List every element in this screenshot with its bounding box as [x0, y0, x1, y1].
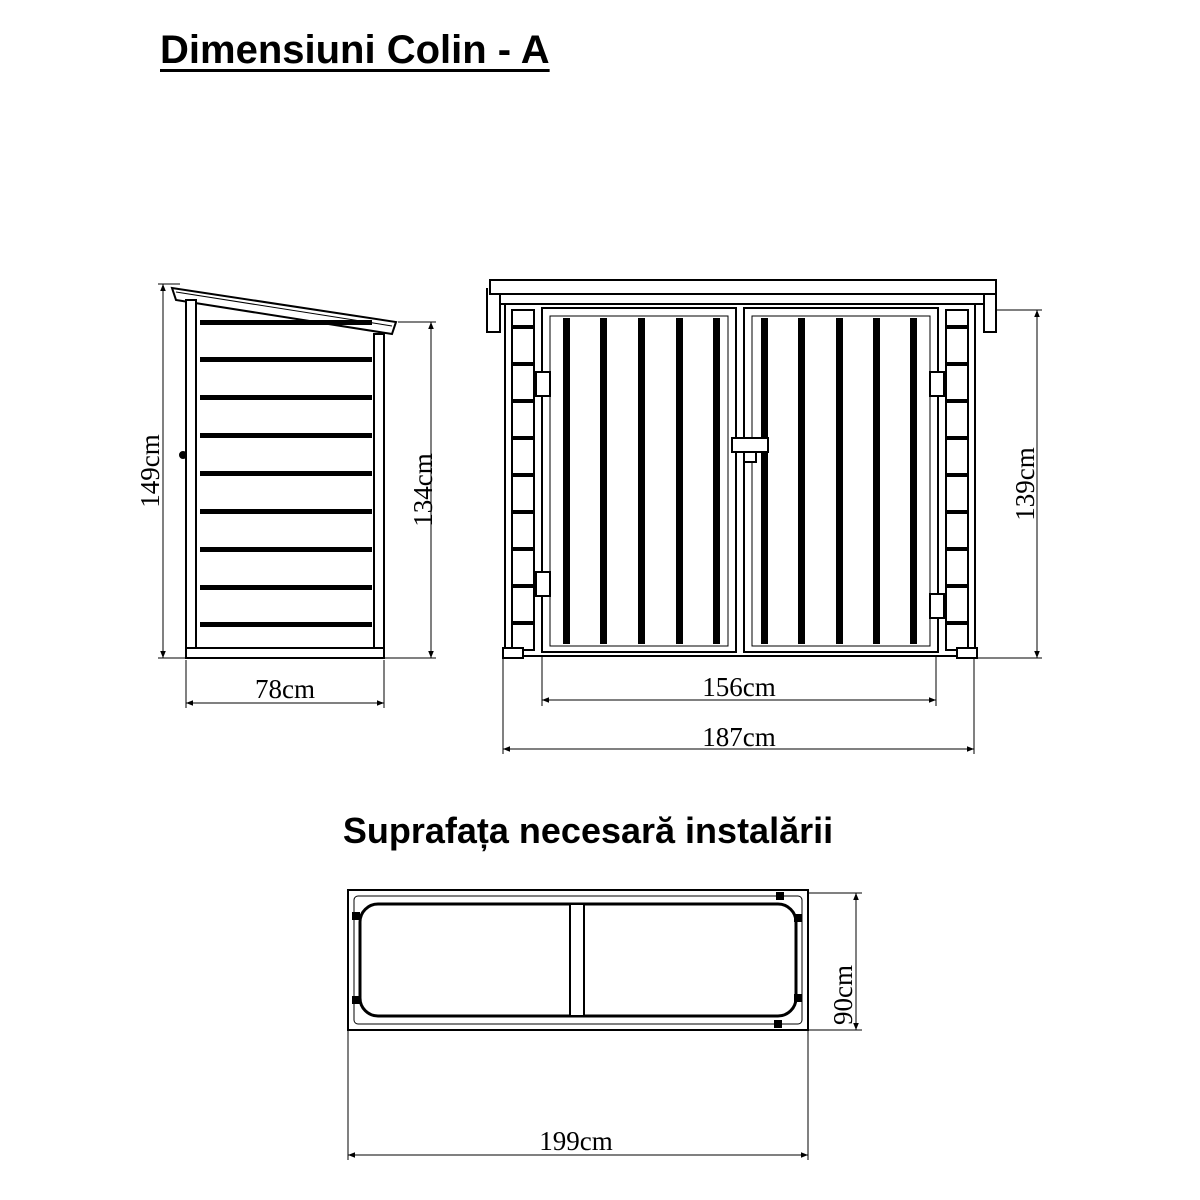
front-height-label: 139cm — [1010, 447, 1040, 521]
side-depth-label: 78cm — [255, 674, 315, 704]
total-width-label: 187cm — [702, 722, 776, 752]
footprint-width-label: 199cm — [539, 1126, 613, 1156]
side-view — [172, 288, 396, 658]
front-side-slats — [512, 325, 968, 625]
side-height-front-label: 134cm — [408, 453, 438, 527]
section-subtitle: Suprafața necesară instalării — [342, 810, 834, 851]
front-view — [487, 280, 996, 658]
side-dimensions — [158, 284, 436, 708]
side-slats — [200, 320, 372, 627]
footprint-depth-label: 90cm — [828, 965, 858, 1025]
footprint-dimensions — [348, 893, 862, 1160]
side-height-total-label: 149cm — [135, 434, 165, 508]
footprint-view — [348, 890, 808, 1030]
page-title: Dimensiuni Colin - A — [160, 28, 550, 72]
door-width-label: 156cm — [702, 672, 776, 702]
door-slats — [563, 318, 917, 644]
